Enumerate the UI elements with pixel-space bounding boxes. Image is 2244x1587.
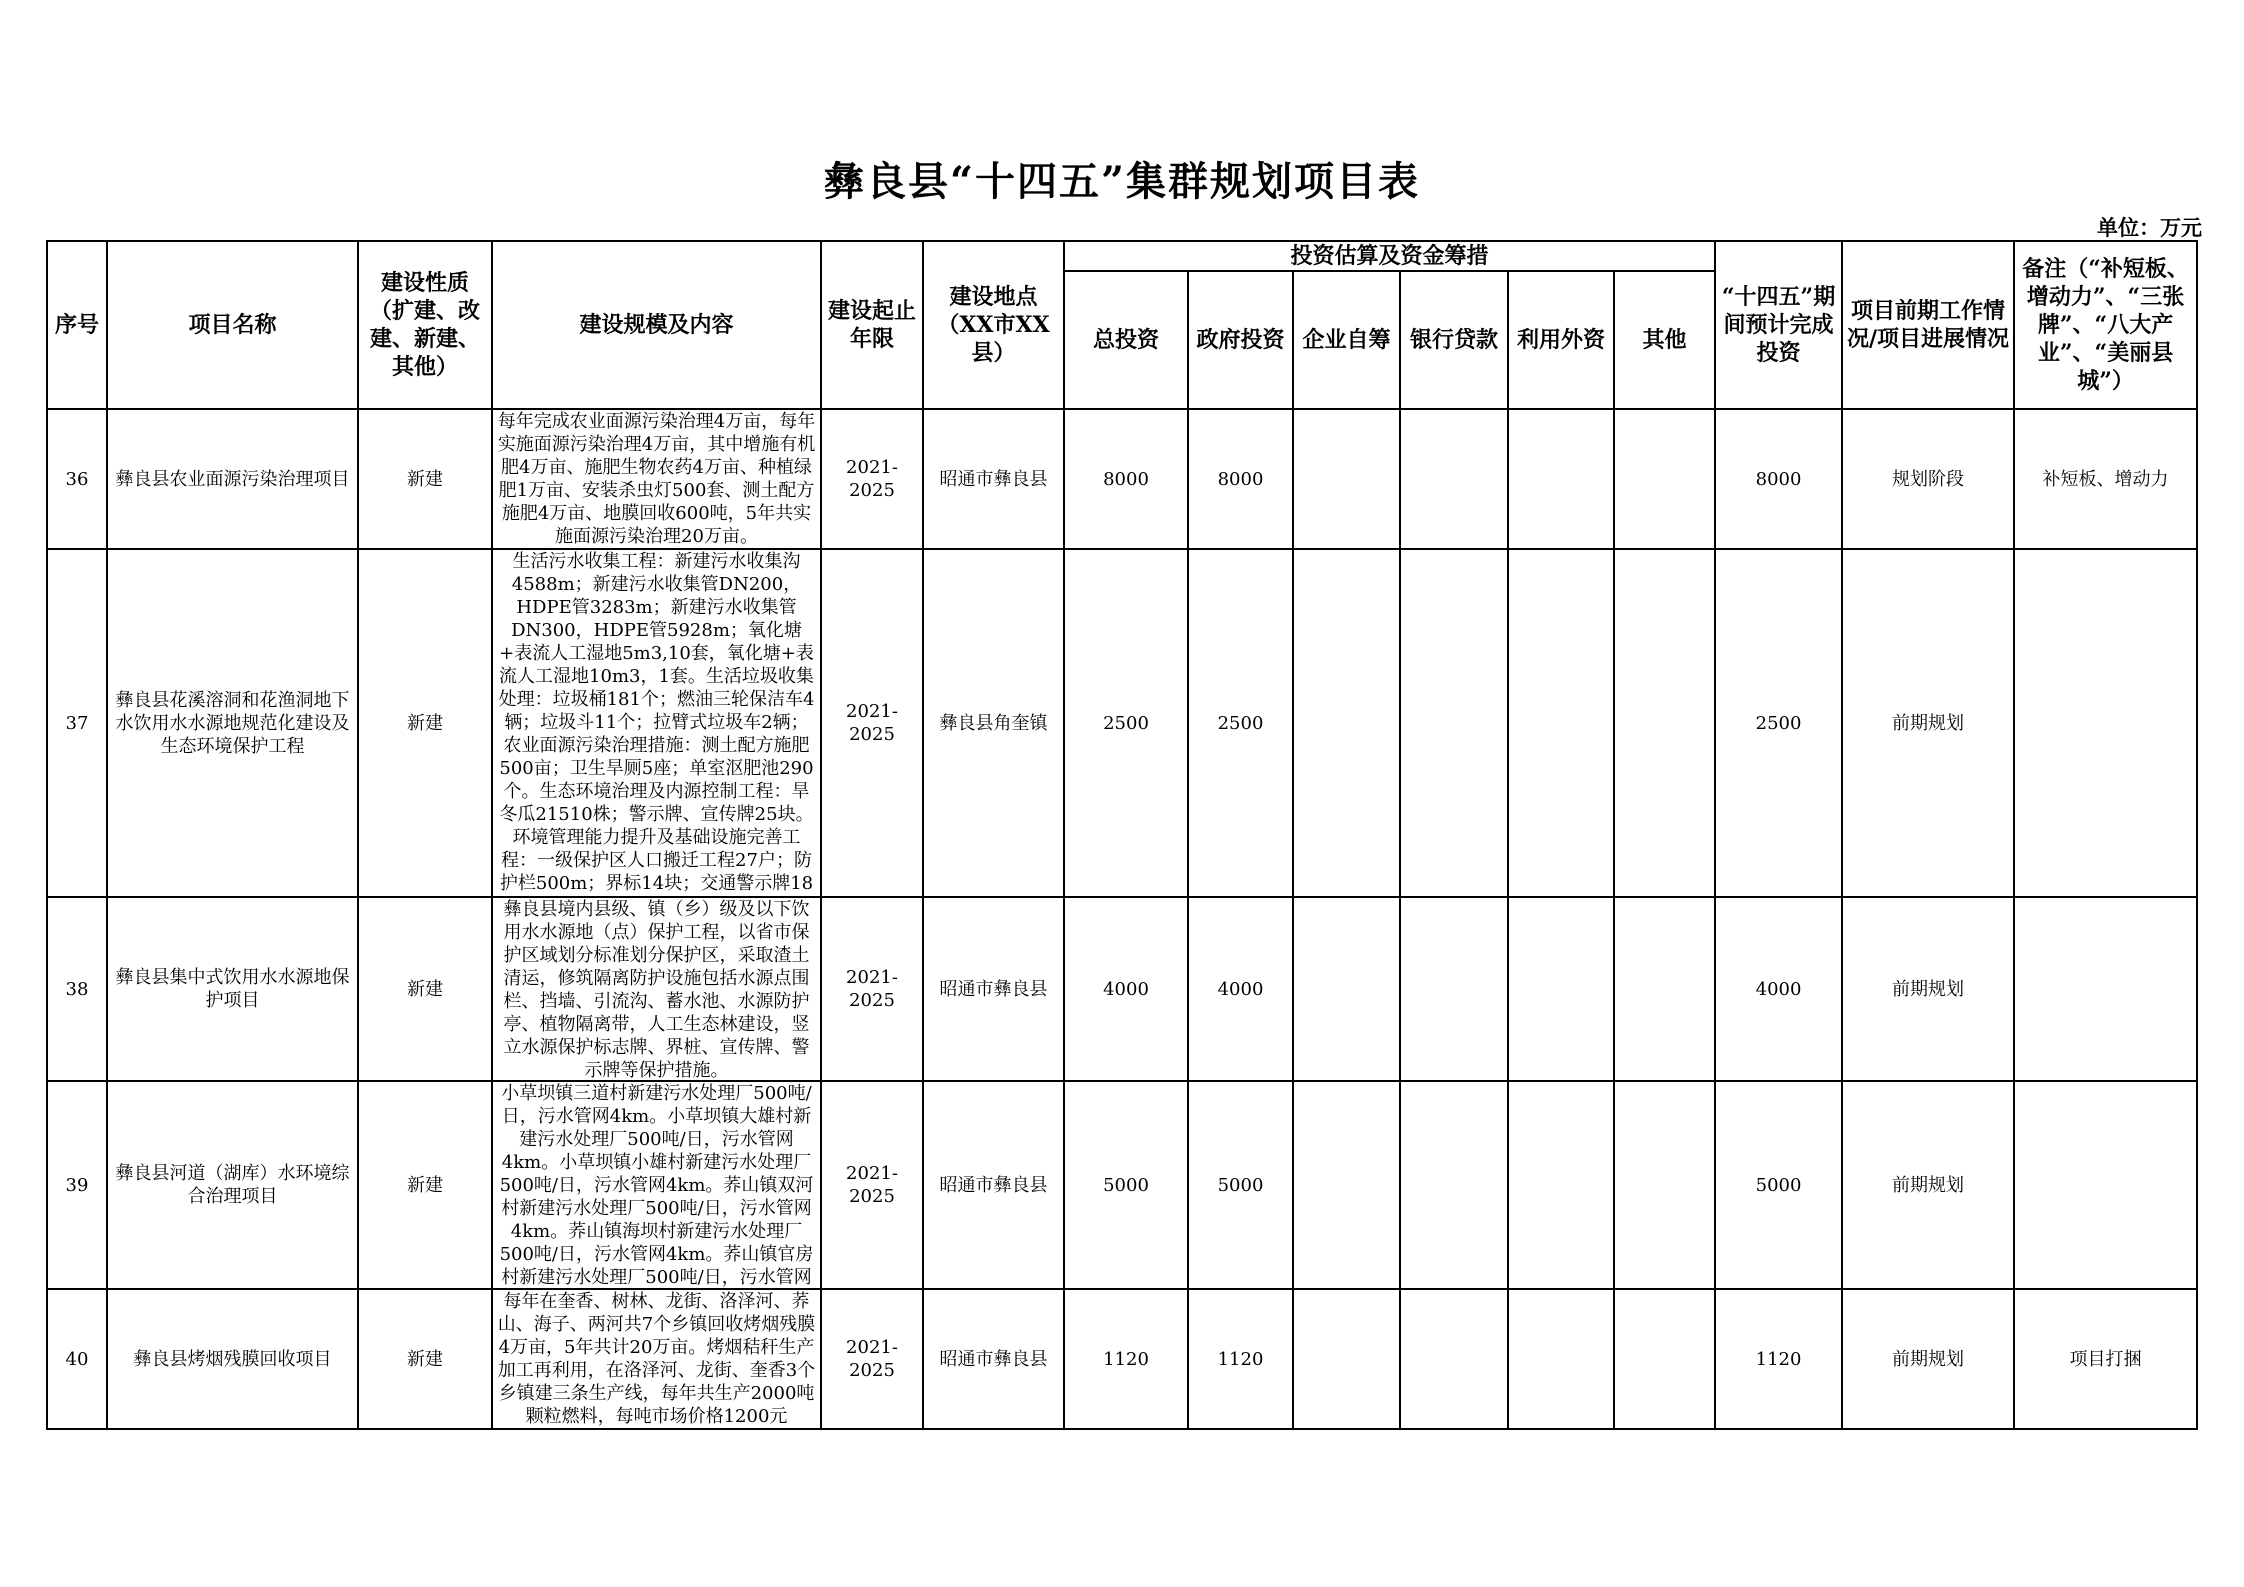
cell-scale-text: 彝良县境内县级、镇（乡）级及以下饮用水水源地（点）保护工程，以省市保护区域划分标准划分保护区，采取渣土清运，修筑隔离防护设施包括水源点围栏、挡墙、引流沟、蓄水池、水源防护亭、植物隔离带，人工生态林建设，竖立水源保护标志牌、界桩、宣传牌、警示牌等保护措施。 xyxy=(503,899,810,1080)
cell-enterprise xyxy=(1293,549,1400,897)
cell-gov: 8000 xyxy=(1188,409,1293,549)
cell-location: 昭通市彝良县 xyxy=(923,1081,1064,1289)
header-name: 项目名称 xyxy=(107,241,358,409)
cell-foreign xyxy=(1508,409,1614,549)
cell-total: 1120 xyxy=(1064,1289,1188,1429)
cell-total: 2500 xyxy=(1064,549,1188,897)
cell-period: 2021-2025 xyxy=(821,897,923,1081)
cell-progress: 规划阶段 xyxy=(1842,409,2014,549)
cell-bank xyxy=(1400,409,1508,549)
table-row xyxy=(47,1289,2197,1429)
cell-plan-invest: 8000 xyxy=(1715,409,1842,549)
cell-period: 2021-2025 xyxy=(821,1289,923,1429)
cell-remark xyxy=(2014,897,2197,1081)
header-other: 其他 xyxy=(1614,271,1715,409)
header-bank: 银行贷款 xyxy=(1400,271,1508,409)
cell-seq: 40 xyxy=(47,1289,107,1429)
cell-bank xyxy=(1400,1289,1508,1429)
cell-enterprise xyxy=(1293,897,1400,1081)
header-total: 总投资 xyxy=(1064,271,1188,409)
header-invest-group: 投资估算及资金筹措 xyxy=(1064,241,1715,271)
cell-location: 昭通市彝良县 xyxy=(923,409,1064,549)
header-location: 建设地点（XX市XX县） xyxy=(923,241,1064,409)
cell-gov: 4000 xyxy=(1188,897,1293,1081)
unit-label: 单位：万元 xyxy=(2097,215,2202,240)
header-scale: 建设规模及内容 xyxy=(492,241,821,409)
table-row xyxy=(47,549,2197,897)
cell-gov: 2500 xyxy=(1188,549,1293,897)
cell-plan-invest: 5000 xyxy=(1715,1081,1842,1289)
cell-nature: 新建 xyxy=(358,897,492,1081)
header-period: 建设起止年限 xyxy=(821,241,923,409)
cell-nature: 新建 xyxy=(358,549,492,897)
cell-nature: 新建 xyxy=(358,409,492,549)
cell-location: 彝良县角奎镇 xyxy=(923,549,1064,897)
cell-foreign xyxy=(1508,1289,1614,1429)
cell-other xyxy=(1614,1289,1715,1429)
table-row xyxy=(47,409,2197,549)
header-remark: 备注（“补短板、增动力”、“三张牌”、“八大产业”、“美丽县城”） xyxy=(2014,241,2197,409)
cell-location: 昭通市彝良县 xyxy=(923,1289,1064,1429)
cell-name: 彝良县烤烟残膜回收项目 xyxy=(107,1289,358,1429)
page-title: 彝良县“十四五”集群规划项目表 xyxy=(823,158,1420,205)
table-row xyxy=(47,897,2197,1081)
cell-period: 2021-2025 xyxy=(821,409,923,549)
cell-foreign xyxy=(1508,897,1614,1081)
header-gov: 政府投资 xyxy=(1188,271,1293,409)
cell-progress: 前期规划 xyxy=(1842,1081,2014,1289)
header-nature: 建设性质（扩建、改建、新建、其他） xyxy=(358,241,492,409)
cell-scale xyxy=(492,409,821,549)
cell-total: 5000 xyxy=(1064,1081,1188,1289)
cell-seq: 37 xyxy=(47,549,107,897)
header-progress: 项目前期工作情况/项目进展情况 xyxy=(1842,241,2014,409)
cell-foreign xyxy=(1508,549,1614,897)
cell-seq: 39 xyxy=(47,1081,107,1289)
cell-remark: 补短板、增动力 xyxy=(2014,409,2197,549)
cell-seq: 38 xyxy=(47,897,107,1081)
cell-enterprise xyxy=(1293,1081,1400,1289)
cell-scale-text: 小草坝镇三道村新建污水处理厂500吨/日，污水管网4km。小草坝镇大雄村新建污水处理厂500吨/日，污水管网4km。小草坝镇小雄村新建污水处理厂500吨/日，污水管网4km。荞山镇双河村新建污水处理厂500吨/日，污水管网4km。荞山镇海坝村新建污水处理厂500吨/日，污水管网4km。荞山镇官房村新建污水处理厂500吨/日，污水管网 xyxy=(499,1083,814,1288)
cell-scale xyxy=(492,897,821,1081)
header-enterprise: 企业自筹 xyxy=(1293,271,1400,409)
cell-remark: 项目打捆 xyxy=(2014,1289,2197,1429)
cell-other xyxy=(1614,1081,1715,1289)
cell-seq: 36 xyxy=(47,409,107,549)
cell-plan-invest: 1120 xyxy=(1715,1289,1842,1429)
cell-name: 彝良县花溪溶洞和花渔洞地下水饮用水水源地规范化建设及生态环境保护工程 xyxy=(107,549,358,897)
cell-scale-text: 每年完成农业面源污染治理4万亩，每年实施面源污染治理4万亩，其中增施有机肥4万亩、施肥生物农药4万亩、种植绿肥1万亩、安装杀虫灯500套、测土配方施肥4万亩、地膜回收600吨，5年共实施面源污染治理20万亩。 xyxy=(497,411,816,547)
cell-enterprise xyxy=(1293,1289,1400,1429)
cell-gov: 5000 xyxy=(1188,1081,1293,1289)
cell-scale xyxy=(492,549,821,897)
table-row xyxy=(47,1081,2197,1289)
cell-other xyxy=(1614,549,1715,897)
cell-remark xyxy=(2014,1081,2197,1289)
cell-total: 4000 xyxy=(1064,897,1188,1081)
cell-scale xyxy=(492,1081,821,1289)
cell-progress: 前期规划 xyxy=(1842,1289,2014,1429)
cell-bank xyxy=(1400,1081,1508,1289)
cell-scale-text: 每年在奎香、树林、龙街、洛泽河、荞山、海子、两河共7个乡镇回收烤烟残膜4万亩，5年共计20万亩。烤烟秸秆生产加工再利用，在洛泽河、龙街、奎香3个乡镇建三条生产线，每年共生产2000吨颗粒燃料，每吨市场价格1200元 xyxy=(497,1291,816,1427)
cell-name: 彝良县集中式饮用水水源地保护项目 xyxy=(107,897,358,1081)
cell-gov: 1120 xyxy=(1188,1289,1293,1429)
cell-scale xyxy=(492,1289,821,1429)
cell-location: 昭通市彝良县 xyxy=(923,897,1064,1081)
header-seq: 序号 xyxy=(47,241,107,409)
project-table xyxy=(46,240,2198,1430)
cell-progress: 前期规划 xyxy=(1842,549,2014,897)
cell-total: 8000 xyxy=(1064,409,1188,549)
cell-nature: 新建 xyxy=(358,1289,492,1429)
cell-other xyxy=(1614,409,1715,549)
cell-period: 2021-2025 xyxy=(821,1081,923,1289)
header-foreign: 利用外资 xyxy=(1508,271,1614,409)
cell-bank xyxy=(1400,897,1508,1081)
cell-foreign xyxy=(1508,1081,1614,1289)
header-plan-invest: “十四五”期间预计完成投资 xyxy=(1715,241,1842,409)
cell-nature: 新建 xyxy=(358,1081,492,1289)
cell-name: 彝良县河道（湖库）水环境综合治理项目 xyxy=(107,1081,358,1289)
cell-plan-invest: 2500 xyxy=(1715,549,1842,897)
cell-period: 2021-2025 xyxy=(821,549,923,897)
cell-enterprise xyxy=(1293,409,1400,549)
cell-scale-text: 生活污水收集工程：新建污水收集沟4588m；新建污水收集管DN200，HDPE管3283m；新建污水收集管DN300，HDPE管5928m；氧化塘+表流人工湿地5m3,10套，氧化塘+表流人工湿地10m3，1套。生活垃圾收集处理：垃圾桶181个；燃油三轮保洁车4辆；垃圾斗11个；拉臂式垃圾车2辆；农业面源污染治理措施：测土配方施肥500亩；卫生旱厕5座；单室沤肥池290个。生态环境治理及内源控制工程：旱冬瓜21510株；警示牌、宣传牌25块。环境管理能力提升及基础设施完善工程：一级保护区人口搬迁工程27户；防护栏500m；界标14块；交通警示牌18 xyxy=(498,551,815,894)
cell-remark xyxy=(2014,549,2197,897)
cell-bank xyxy=(1400,549,1508,897)
cell-progress: 前期规划 xyxy=(1842,897,2014,1081)
cell-other xyxy=(1614,897,1715,1081)
cell-plan-invest: 4000 xyxy=(1715,897,1842,1081)
cell-name: 彝良县农业面源污染治理项目 xyxy=(107,409,358,549)
